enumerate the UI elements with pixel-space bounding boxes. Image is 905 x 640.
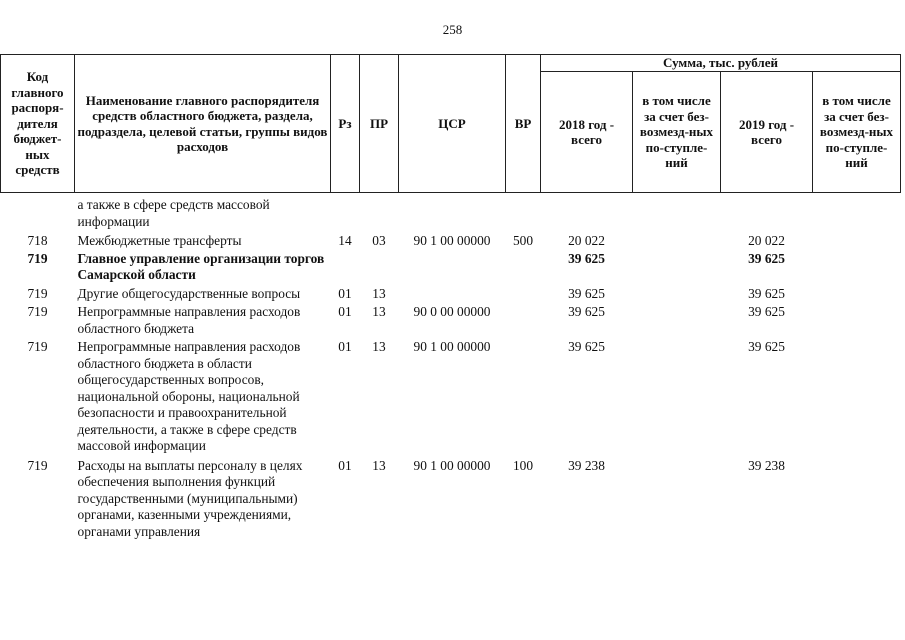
cell-pr: 13 bbox=[372, 285, 386, 301]
cell-vr: 100 bbox=[512, 457, 534, 473]
table-header-row bbox=[1, 55, 901, 72]
cell-2019-total: 39 625 bbox=[748, 250, 785, 266]
cell-2018-free bbox=[633, 455, 721, 541]
header-name: Наименование главного распорядителя средств областного бюджета, раздела, подраздела, целевой статьи, группы видов расходов bbox=[75, 55, 331, 193]
cell-2019-free bbox=[813, 284, 901, 303]
cell-2018-total: 39 625 bbox=[568, 285, 605, 301]
cell-pr bbox=[360, 250, 399, 284]
header-2019-free: в том числе за счет без-возмезд-ных по-ступле-ний bbox=[813, 72, 901, 193]
cell-rz bbox=[331, 250, 360, 284]
cell-2019-free bbox=[813, 250, 901, 284]
cell-vr bbox=[506, 337, 541, 455]
cell-code: 719 bbox=[27, 304, 48, 319]
cell-2019-free bbox=[813, 302, 901, 337]
header-sum-group: Сумма, тыс. рублей bbox=[541, 55, 901, 72]
cell-name: Другие общегосударственные вопросы bbox=[77, 285, 301, 301]
cell-name: Межбюджетные трансферты bbox=[77, 233, 242, 248]
cell-2018-free bbox=[633, 193, 721, 231]
cell-2019-free bbox=[813, 337, 901, 455]
cell-rz: 01 bbox=[338, 285, 352, 301]
header-vr: ВР bbox=[506, 55, 541, 193]
cell-code bbox=[1, 193, 75, 231]
budget-table bbox=[0, 54, 901, 540]
cell-vr: 500 bbox=[512, 233, 534, 248]
cell-2018-free bbox=[633, 230, 721, 250]
cell-2019-total: 39 625 bbox=[748, 339, 785, 354]
table-row bbox=[1, 337, 901, 455]
cell-2019-total: 39 238 bbox=[748, 457, 785, 473]
cell-vr bbox=[506, 250, 541, 284]
cell-name: Главное управление организации торгов Самарской области bbox=[77, 250, 325, 282]
cell-csr: 90 0 00 00000 bbox=[413, 304, 491, 319]
table-row bbox=[1, 250, 901, 284]
header-pr: ПР bbox=[360, 55, 399, 193]
cell-name: Расходы на выплаты персоналу в целях обеспечения выполнения функций государственными (муниципальными) органами, казенными учреждениями, органами управления bbox=[77, 457, 303, 539]
cell-vr bbox=[506, 284, 541, 303]
cell-csr bbox=[399, 250, 506, 284]
cell-csr bbox=[399, 193, 506, 231]
table-body bbox=[1, 193, 901, 541]
cell-2018-free bbox=[633, 250, 721, 284]
cell-csr: 90 1 00 00000 bbox=[413, 233, 491, 248]
cell-2018-total: 39 625 bbox=[568, 250, 605, 266]
cell-csr bbox=[399, 284, 506, 303]
cell-2018-free bbox=[633, 284, 721, 303]
cell-rz bbox=[331, 193, 360, 231]
cell-pr: 13 bbox=[372, 457, 386, 473]
header-rz: Рз bbox=[331, 55, 360, 193]
cell-pr: 03 bbox=[372, 233, 386, 248]
cell-rz: 01 bbox=[338, 457, 352, 473]
header-2019-total: 2019 год - всего bbox=[721, 72, 813, 193]
cell-csr: 90 1 00 00000 bbox=[413, 457, 491, 473]
cell-2018-total: 39 625 bbox=[568, 304, 605, 319]
table-row bbox=[1, 284, 901, 303]
cell-name: а также в сфере средств массовой информации bbox=[77, 197, 270, 229]
cell-code: 719 bbox=[27, 457, 48, 473]
cell-pr bbox=[360, 193, 399, 231]
cell-code: 719 bbox=[27, 285, 48, 301]
cell-2019-free bbox=[813, 455, 901, 541]
cell-vr bbox=[506, 193, 541, 231]
cell-2018-free bbox=[633, 337, 721, 455]
cell-2019-free bbox=[813, 193, 901, 231]
page-number: 258 bbox=[442, 22, 463, 37]
table-row bbox=[1, 230, 901, 250]
cell-2019-total: 20 022 bbox=[748, 233, 785, 248]
header-2018-total: 2018 год - всего bbox=[541, 72, 633, 193]
cell-2019-free bbox=[813, 230, 901, 250]
cell-2018-total: 39 625 bbox=[568, 339, 605, 354]
cell-pr: 13 bbox=[372, 339, 386, 354]
header-2018-free: в том числе за счет без-возмезд-ных по-ступле-ний bbox=[633, 72, 721, 193]
table-row bbox=[1, 302, 901, 337]
cell-rz: 14 bbox=[338, 233, 352, 248]
table-row bbox=[1, 193, 901, 231]
cell-code: 719 bbox=[27, 250, 48, 266]
header-csr: ЦСР bbox=[399, 55, 506, 193]
cell-code: 719 bbox=[27, 339, 48, 354]
cell-2019-total: 39 625 bbox=[748, 285, 785, 301]
header-code: Код главного распоря-дителя бюджет-ных средств bbox=[1, 55, 75, 193]
cell-2019-total bbox=[721, 193, 813, 231]
cell-name: Непрограммные направления расходов областного бюджета в области общегосударственных вопросов, национальной обороны, национальной безопасности и правоохранительной деятельности, а также в сфере средств массовой информации bbox=[77, 339, 301, 453]
cell-2018-total bbox=[541, 193, 633, 231]
cell-2018-total: 39 238 bbox=[568, 457, 605, 473]
cell-rz: 01 bbox=[338, 339, 352, 354]
cell-pr: 13 bbox=[372, 304, 386, 319]
cell-2019-total: 39 625 bbox=[748, 304, 785, 319]
cell-2018-total: 20 022 bbox=[568, 233, 605, 248]
cell-vr bbox=[506, 302, 541, 337]
cell-csr: 90 1 00 00000 bbox=[413, 339, 491, 354]
cell-2018-free bbox=[633, 302, 721, 337]
cell-rz: 01 bbox=[338, 304, 352, 319]
cell-name: Непрограммные направления расходов областного бюджета bbox=[77, 304, 301, 336]
cell-code: 718 bbox=[27, 233, 48, 248]
table-row bbox=[1, 455, 901, 541]
